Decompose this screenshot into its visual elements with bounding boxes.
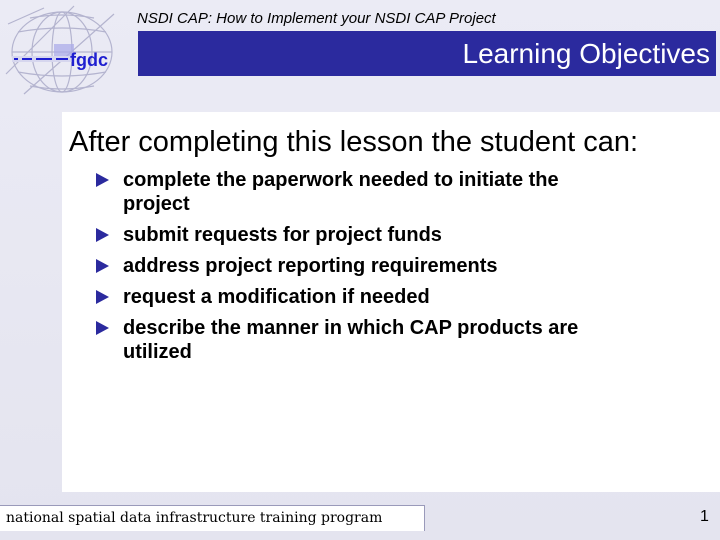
triangle-bullet-icon [96, 228, 109, 242]
lesson-intro: After completing this lesson the student can: [69, 126, 639, 158]
program-name: national spatial data infrastructure training program [6, 510, 383, 526]
triangle-bullet-icon [96, 321, 109, 335]
title-bar [138, 31, 716, 76]
objectives-list [96, 168, 696, 371]
bullet-text: describe the manner in which CAP products are [123, 317, 579, 339]
list-item [96, 285, 696, 309]
bullet-text-continued: project [123, 193, 190, 215]
globe-grid-icon [4, 4, 128, 96]
footer-banner [0, 505, 425, 531]
bullet-text: address project reporting requirements [123, 255, 498, 277]
fgdc-logo [4, 4, 128, 96]
triangle-bullet-icon [96, 259, 109, 273]
triangle-bullet-icon [96, 173, 109, 187]
list-item [96, 254, 696, 278]
bullet-text: complete the paperwork needed to initiate the [123, 169, 559, 191]
list-item [96, 223, 696, 247]
page-number: 1 [700, 508, 709, 525]
triangle-bullet-icon [96, 290, 109, 304]
slide-title: Learning Objectives [462, 38, 710, 69]
bullet-text: request a modification if needed [123, 286, 430, 308]
list-item [96, 316, 696, 364]
bullet-text: submit requests for project funds [123, 224, 442, 246]
bullet-text-continued: utilized [123, 341, 192, 363]
course-subtitle: NSDI CAP: How to Implement your NSDI CAP Project [137, 10, 496, 27]
list-item [96, 168, 696, 216]
logo-wordmark: fgdc [70, 50, 108, 70]
